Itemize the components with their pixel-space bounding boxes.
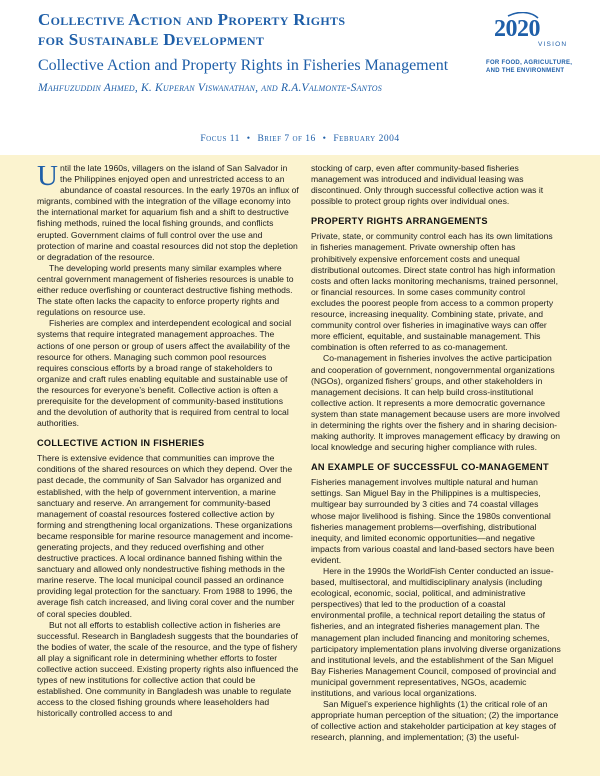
paragraph: Co-management in fisheries involves the active participation and cooperation of government, nongovernmental organizations (NGOs), organized fishers’ groups, and other stakeholders in management decisions. It can help build cross-institutional collective action. It represents a more democratic governance system than state management because users are more involved in determining the rights over the fishery and in sharing decision-making authority. It improves management efficacy by drawing on local knowledge and securing higher compliance with rules. (311, 353, 561, 453)
title-line-1: Collective Action and Property Rights (38, 10, 346, 29)
brief-number: Brief 7 of 16 (257, 134, 316, 144)
vision-2020-logo (486, 12, 590, 82)
logo-number: 2020 (494, 16, 540, 42)
section-heading: AN EXAMPLE OF SUCCESSFUL CO-MANAGEMENT (311, 462, 549, 473)
paragraph: Fisheries management involves multiple natural and human settings. San Miguel Bay in the Philippines is a multispecies, multigear bay surrounded by 3 cities and 74 coastal villages whose major livelihood is fishing. Since the 1980s conventional fisheries management problems—overfishing, distributional inequity, and limited economic opportunities—and negative impacts from various coastal and land-based sectors have been evident. (311, 477, 555, 565)
logo-tagline (486, 60, 590, 75)
paragraph-text: ntil the late 1960s, villagers on the island of San Salvador in the Philippines enjoyed open and unrestricted access to an abundance of coastal resources. In the early 1970s an influx of migrants, combined with the integration of the village economy into the international market for aquarium fish and a shift to destructive fishing methods, ruined the local fishing grounds, and conflicts erupted. Government claims of full control over the use and protection of marine and coastal resources did not stop the depletion or degradation of the resource. (37, 163, 299, 262)
drop-cap: U (37, 160, 58, 192)
focus-number: Focus 11 (200, 134, 240, 144)
section-heading: COLLECTIVE ACTION IN FISHERIES (37, 438, 205, 449)
logo-tagline-line-1: FOR FOOD, AGRICULTURE, (486, 60, 573, 66)
brief-date: February 2004 (333, 134, 400, 144)
title-line-2: for Sustainable Development (38, 30, 265, 49)
authors: Mahfuzuddin Ahmed, K. Kuperan Viswanathan, and R.A.Valmonte-Santos (38, 82, 382, 94)
focus-line (0, 134, 600, 144)
logo-tagline-line-2: AND THE ENVIRONMENT (486, 67, 565, 74)
paragraph: Private, state, or community control each has its own limitations in fisheries management. Private ownership often has prohibitively expensive enforcement costs and unequal distributional outcomes. Direct state control has high information costs and often lacks monitoring mechanisms, trained personnel, or financial resources. In some cases community control excludes the poorest people from access to a common property resource, increasing inequality. Combining state, private, and community control over fisheries in imaginative ways can offer more efficient, equitable, and sustainable management. This combination is often referred to as co-management. (311, 231, 558, 353)
logo-word: VISION (538, 41, 568, 48)
paragraph: There is extensive evidence that communities can improve the conditions of the shared resources on which they depend. Over the past decade, the community of San Salvador has organized and established, with the help of government intervention, a marine sanctuary and reserve. An arrangement for community-based management of coastal resources fostered collective action by forming and strengthening local organizations. These organizations became responsible for marine resource management and income-generating projects, and they reduced overfishing and other destructive practices. A local ordinance banned fishing within the sanctuary and allowed only nondestructive fishing methods in the marine reserve. The local municipal council passed an ordinance providing legal protection for the sanctuary. From 1988 to 1996, the average fish catch increased, and living coral cover and the number of coral species doubled. (37, 453, 295, 619)
paragraph: Here in the 1990s the WorldFish Center conducted an issue-based, multisectoral, and multidisciplinary analysis (including ecological, economic, social, political, and administrative perspectives) that led to the production of a coastal environmental profile, a technical report detailing the status of fisheries, and an integrated fisheries management plan. The management plan included financing and monitoring schemes, participatory implementation plans involving diverse organizations and institutional levels, and the establishment of the San Miguel Bay Fisheries Management Council, composed of provincial and municipal government representatives, NGOs, academic institutions, and various local organizations. (311, 566, 561, 699)
paragraph: stocking of carp, even after community-based fisheries management was introduced and individual leasing was discontinued. Only through successful collective action was it possible to protect group rights over individual ones. (311, 163, 544, 207)
paragraph (37, 160, 299, 263)
paragraph: Fisheries are complex and interdependent ecological and social systems that require integrated management approaches. The actions of one person or group of users affect the availability of the resource for others. Managing such common pool resources requires conscious efforts by a broad range of stakeholders to organize and craft rules enabling equitable and sustainable use of the resources for everyone’s benefit. Collective action is often a prerequisite for the development of community-based institutions and the devolution of authority that is required from central to local authorities. (37, 318, 292, 429)
separator: • (322, 134, 327, 144)
subtitle: Collective Action and Property Rights in Fisheries Management (38, 57, 449, 74)
header (0, 0, 600, 160)
right-column (311, 163, 561, 744)
section-heading: PROPERTY RIGHTS ARRANGEMENTS (311, 216, 488, 227)
paragraph: The developing world presents many similar examples where central government management of fisheries resources is unable to either reduce overfishing or counteract destructive fishing methods. The state often lacks the capacity to enforce property rights and regulations on resource use. (37, 262, 294, 318)
paragraph: But not all efforts to establish collective action in fisheries are successful. Research in Bangladesh suggests that the boundaries of the bodies of water, the scale of the resource, and the type of fishery all play a significant role in determining whether efforts to foster collective action succeed. Existing property rights also influenced the types of new institutions for collective action that could be established. One community in Bangladesh was unable to regulate access to the closed fishing grounds where leaseholders had historically controlled access to and (37, 619, 299, 719)
paragraph: San Miguel’s experience highlights (1) the critical role of an appropriate human perception of the situation; (2) the importance of collective action and stakeholder participation at key stages of research, planning, and implementation; (3) the useful- (311, 699, 559, 743)
left-column (37, 160, 299, 720)
separator: • (246, 134, 251, 144)
